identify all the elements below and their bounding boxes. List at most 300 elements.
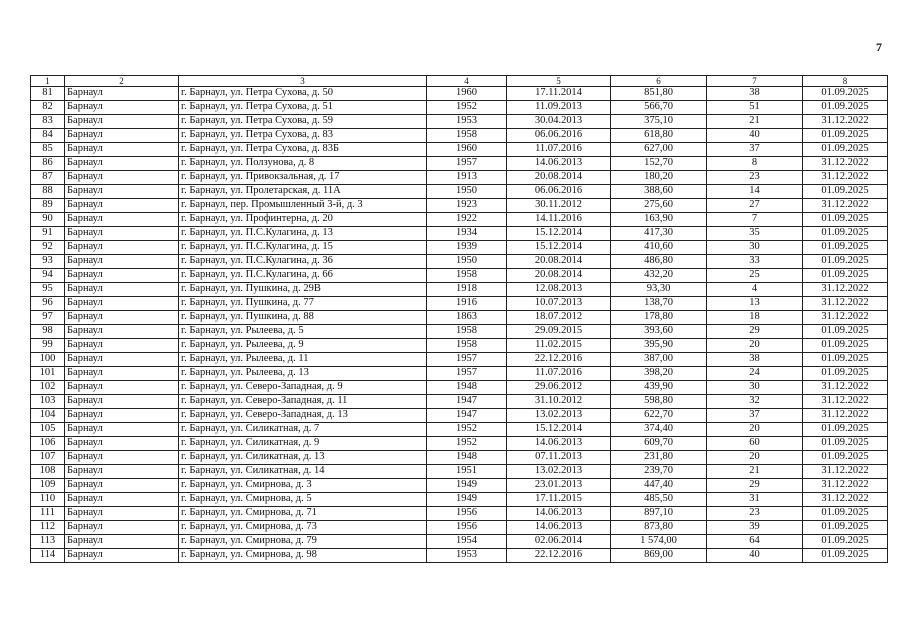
year-built-cell: 1939 [427, 241, 507, 255]
table-row [31, 465, 888, 479]
row-number-cell: 100 [31, 353, 65, 367]
address-cell: г. Барнаул, ул. П.С.Кулагина, д. 36 [179, 255, 427, 269]
area-cell: 163,90 [611, 213, 707, 227]
table-row [31, 423, 888, 437]
table-row [31, 395, 888, 409]
year-built-cell: 1918 [427, 283, 507, 297]
deadline-cell: 01.09.2025 [803, 535, 888, 549]
deadline-cell: 01.09.2025 [803, 353, 888, 367]
column-header: 7 [707, 76, 803, 87]
residents-cell: 64 [707, 535, 803, 549]
inspection-date-cell: 02.06.2014 [507, 535, 611, 549]
inspection-date-cell: 30.04.2013 [507, 115, 611, 129]
residents-cell: 39 [707, 521, 803, 535]
address-cell: г. Барнаул, ул. Пушкина, д. 88 [179, 311, 427, 325]
locality-cell: Барнаул [65, 311, 179, 325]
inspection-date-cell: 11.09.2013 [507, 101, 611, 115]
locality-cell: Барнаул [65, 325, 179, 339]
deadline-cell: 01.09.2025 [803, 423, 888, 437]
table-row [31, 157, 888, 171]
locality-cell: Барнаул [65, 437, 179, 451]
row-number-cell: 90 [31, 213, 65, 227]
address-cell: г. Барнаул, ул. Петра Сухова, д. 83Б [179, 143, 427, 157]
table-row [31, 297, 888, 311]
area-cell: 627,00 [611, 143, 707, 157]
column-header: 5 [507, 76, 611, 87]
year-built-cell: 1952 [427, 101, 507, 115]
year-built-cell: 1952 [427, 437, 507, 451]
deadline-cell: 01.09.2025 [803, 101, 888, 115]
locality-cell: Барнаул [65, 171, 179, 185]
column-header: 8 [803, 76, 888, 87]
deadline-cell: 01.09.2025 [803, 269, 888, 283]
address-cell: г. Барнаул, пер. Промышленный 3-й, д. 3 [179, 199, 427, 213]
table-row [31, 143, 888, 157]
row-number-cell: 87 [31, 171, 65, 185]
table-row [31, 115, 888, 129]
residents-cell: 40 [707, 129, 803, 143]
inspection-date-cell: 11.07.2016 [507, 367, 611, 381]
row-number-cell: 109 [31, 479, 65, 493]
year-built-cell: 1956 [427, 507, 507, 521]
locality-cell: Барнаул [65, 451, 179, 465]
table-row [31, 367, 888, 381]
year-built-cell: 1960 [427, 87, 507, 101]
residents-cell: 37 [707, 409, 803, 423]
address-cell: г. Барнаул, ул. Ползунова, д. 8 [179, 157, 427, 171]
row-number-cell: 112 [31, 521, 65, 535]
residents-cell: 18 [707, 311, 803, 325]
residents-cell: 38 [707, 87, 803, 101]
address-cell: г. Барнаул, ул. Смирнова, д. 3 [179, 479, 427, 493]
residents-cell: 30 [707, 381, 803, 395]
inspection-date-cell: 17.11.2015 [507, 493, 611, 507]
year-built-cell: 1958 [427, 129, 507, 143]
area-cell: 387,00 [611, 353, 707, 367]
deadline-cell: 01.09.2025 [803, 143, 888, 157]
year-built-cell: 1957 [427, 367, 507, 381]
inspection-date-cell: 13.02.2013 [507, 465, 611, 479]
deadline-cell: 31.12.2022 [803, 157, 888, 171]
row-number-cell: 99 [31, 339, 65, 353]
row-number-cell: 105 [31, 423, 65, 437]
inspection-date-cell: 14.06.2013 [507, 437, 611, 451]
inspection-date-cell: 20.08.2014 [507, 269, 611, 283]
year-built-cell: 1958 [427, 269, 507, 283]
deadline-cell: 01.09.2025 [803, 325, 888, 339]
residents-cell: 60 [707, 437, 803, 451]
residents-cell: 40 [707, 549, 803, 563]
table-row [31, 409, 888, 423]
column-header: 6 [611, 76, 707, 87]
residents-cell: 21 [707, 465, 803, 479]
year-built-cell: 1916 [427, 297, 507, 311]
year-built-cell: 1947 [427, 395, 507, 409]
area-cell: 231,80 [611, 451, 707, 465]
table-row [31, 451, 888, 465]
deadline-cell: 01.09.2025 [803, 185, 888, 199]
year-built-cell: 1949 [427, 493, 507, 507]
locality-cell: Барнаул [65, 423, 179, 437]
table-row [31, 325, 888, 339]
row-number-cell: 82 [31, 101, 65, 115]
inspection-date-cell: 11.07.2016 [507, 143, 611, 157]
area-cell: 180,20 [611, 171, 707, 185]
address-cell: г. Барнаул, ул. Рылеева, д. 5 [179, 325, 427, 339]
inspection-date-cell: 14.06.2013 [507, 507, 611, 521]
row-number-cell: 92 [31, 241, 65, 255]
deadline-cell: 31.12.2022 [803, 493, 888, 507]
deadline-cell: 31.12.2022 [803, 409, 888, 423]
area-cell: 152,70 [611, 157, 707, 171]
year-built-cell: 1922 [427, 213, 507, 227]
inspection-date-cell: 06.06.2016 [507, 129, 611, 143]
row-number-cell: 88 [31, 185, 65, 199]
inspection-date-cell: 22.12.2016 [507, 549, 611, 563]
year-built-cell: 1957 [427, 157, 507, 171]
area-cell: 897,10 [611, 507, 707, 521]
residents-cell: 51 [707, 101, 803, 115]
deadline-cell: 01.09.2025 [803, 339, 888, 353]
inspection-date-cell: 15.12.2014 [507, 241, 611, 255]
inspection-date-cell: 22.12.2016 [507, 353, 611, 367]
address-cell: г. Барнаул, ул. Силикатная, д. 13 [179, 451, 427, 465]
residents-cell: 25 [707, 269, 803, 283]
deadline-cell: 31.12.2022 [803, 171, 888, 185]
address-cell: г. Барнаул, ул. Северо-Западная, д. 9 [179, 381, 427, 395]
area-cell: 618,80 [611, 129, 707, 143]
inspection-date-cell: 06.06.2016 [507, 185, 611, 199]
address-cell: г. Барнаул, ул. Смирнова, д. 98 [179, 549, 427, 563]
inspection-date-cell: 14.06.2013 [507, 521, 611, 535]
locality-cell: Барнаул [65, 535, 179, 549]
area-cell: 388,60 [611, 185, 707, 199]
deadline-cell: 01.09.2025 [803, 451, 888, 465]
address-cell: г. Барнаул, ул. Пролетарская, д. 11А [179, 185, 427, 199]
table-row [31, 87, 888, 101]
deadline-cell: 01.09.2025 [803, 87, 888, 101]
locality-cell: Барнаул [65, 283, 179, 297]
locality-cell: Барнаул [65, 521, 179, 535]
table-row [31, 283, 888, 297]
column-header: 3 [179, 76, 427, 87]
area-cell: 239,70 [611, 465, 707, 479]
area-cell: 873,80 [611, 521, 707, 535]
table-row [31, 535, 888, 549]
residents-cell: 23 [707, 507, 803, 521]
table-row [31, 493, 888, 507]
inspection-date-cell: 15.12.2014 [507, 227, 611, 241]
table-row [31, 185, 888, 199]
area-cell: 410,60 [611, 241, 707, 255]
deadline-cell: 31.12.2022 [803, 395, 888, 409]
year-built-cell: 1953 [427, 549, 507, 563]
address-cell: г. Барнаул, ул. Петра Сухова, д. 51 [179, 101, 427, 115]
row-number-cell: 102 [31, 381, 65, 395]
residents-cell: 21 [707, 115, 803, 129]
table-row [31, 479, 888, 493]
locality-cell: Барнаул [65, 199, 179, 213]
table-row [31, 101, 888, 115]
table-row [31, 241, 888, 255]
locality-cell: Барнаул [65, 227, 179, 241]
row-number-cell: 95 [31, 283, 65, 297]
row-number-cell: 101 [31, 367, 65, 381]
locality-cell: Барнаул [65, 381, 179, 395]
residents-cell: 14 [707, 185, 803, 199]
deadline-cell: 01.09.2025 [803, 241, 888, 255]
area-cell: 566,70 [611, 101, 707, 115]
locality-cell: Барнаул [65, 255, 179, 269]
address-cell: г. Барнаул, ул. Рылеева, д. 13 [179, 367, 427, 381]
residents-cell: 30 [707, 241, 803, 255]
area-cell: 851,80 [611, 87, 707, 101]
deadline-cell: 01.09.2025 [803, 255, 888, 269]
area-cell: 447,40 [611, 479, 707, 493]
locality-cell: Барнаул [65, 129, 179, 143]
locality-cell: Барнаул [65, 157, 179, 171]
row-number-cell: 84 [31, 129, 65, 143]
deadline-cell: 01.09.2025 [803, 129, 888, 143]
area-cell: 485,50 [611, 493, 707, 507]
table-body [31, 87, 888, 563]
locality-cell: Барнаул [65, 549, 179, 563]
year-built-cell: 1950 [427, 255, 507, 269]
address-cell: г. Барнаул, ул. Северо-Западная, д. 11 [179, 395, 427, 409]
address-cell: г. Барнаул, ул. Привокзальная, д. 17 [179, 171, 427, 185]
address-cell: г. Барнаул, ул. Силикатная, д. 9 [179, 437, 427, 451]
year-built-cell: 1958 [427, 339, 507, 353]
locality-cell: Барнаул [65, 115, 179, 129]
residents-cell: 32 [707, 395, 803, 409]
table-row [31, 507, 888, 521]
locality-cell: Барнаул [65, 87, 179, 101]
row-number-cell: 86 [31, 157, 65, 171]
table-row [31, 353, 888, 367]
inspection-date-cell: 30.11.2012 [507, 199, 611, 213]
locality-cell: Барнаул [65, 339, 179, 353]
inspection-date-cell: 23.01.2013 [507, 479, 611, 493]
deadline-cell: 31.12.2022 [803, 465, 888, 479]
inspection-date-cell: 20.08.2014 [507, 255, 611, 269]
area-cell: 417,30 [611, 227, 707, 241]
residents-cell: 29 [707, 325, 803, 339]
column-header: 4 [427, 76, 507, 87]
table-row [31, 381, 888, 395]
inspection-date-cell: 14.06.2013 [507, 157, 611, 171]
table-row [31, 227, 888, 241]
row-number-cell: 113 [31, 535, 65, 549]
year-built-cell: 1950 [427, 185, 507, 199]
row-number-cell: 93 [31, 255, 65, 269]
address-cell: г. Барнаул, ул. Смирнова, д. 79 [179, 535, 427, 549]
row-number-cell: 94 [31, 269, 65, 283]
deadline-cell: 01.09.2025 [803, 521, 888, 535]
address-cell: г. Барнаул, ул. Смирнова, д. 73 [179, 521, 427, 535]
locality-cell: Барнаул [65, 185, 179, 199]
deadline-cell: 01.09.2025 [803, 213, 888, 227]
area-cell: 432,20 [611, 269, 707, 283]
year-built-cell: 1953 [427, 115, 507, 129]
deadline-cell: 31.12.2022 [803, 311, 888, 325]
inspection-date-cell: 29.06.2012 [507, 381, 611, 395]
inspection-date-cell: 14.11.2016 [507, 213, 611, 227]
table-row [31, 521, 888, 535]
inspection-date-cell: 17.11.2014 [507, 87, 611, 101]
row-number-cell: 106 [31, 437, 65, 451]
table-row [31, 199, 888, 213]
row-number-cell: 98 [31, 325, 65, 339]
row-number-cell: 104 [31, 409, 65, 423]
row-number-cell: 89 [31, 199, 65, 213]
inspection-date-cell: 11.02.2015 [507, 339, 611, 353]
inspection-date-cell: 12.08.2013 [507, 283, 611, 297]
locality-cell: Барнаул [65, 493, 179, 507]
address-cell: г. Барнаул, ул. Петра Сухова, д. 50 [179, 87, 427, 101]
housing-registry-table [30, 75, 888, 563]
page-number: 7 [876, 40, 882, 54]
table-row [31, 549, 888, 563]
area-cell: 869,00 [611, 549, 707, 563]
inspection-date-cell: 10.07.2013 [507, 297, 611, 311]
residents-cell: 7 [707, 213, 803, 227]
table-row [31, 213, 888, 227]
address-cell: г. Барнаул, ул. Петра Сухова, д. 83 [179, 129, 427, 143]
row-number-cell: 91 [31, 227, 65, 241]
area-cell: 486,80 [611, 255, 707, 269]
deadline-cell: 01.09.2025 [803, 367, 888, 381]
row-number-cell: 107 [31, 451, 65, 465]
address-cell: г. Барнаул, ул. Профинтерна, д. 20 [179, 213, 427, 227]
address-cell: г. Барнаул, ул. Силикатная, д. 7 [179, 423, 427, 437]
row-number-cell: 96 [31, 297, 65, 311]
year-built-cell: 1948 [427, 451, 507, 465]
column-header: 1 [31, 76, 65, 87]
column-header: 2 [65, 76, 179, 87]
year-built-cell: 1913 [427, 171, 507, 185]
area-cell: 393,60 [611, 325, 707, 339]
locality-cell: Барнаул [65, 465, 179, 479]
row-number-cell: 111 [31, 507, 65, 521]
area-cell: 609,70 [611, 437, 707, 451]
address-cell: г. Барнаул, ул. Рылеева, д. 9 [179, 339, 427, 353]
area-cell: 374,40 [611, 423, 707, 437]
address-cell: г. Барнаул, ул. Северо-Западная, д. 13 [179, 409, 427, 423]
residents-cell: 20 [707, 339, 803, 353]
area-cell: 395,90 [611, 339, 707, 353]
table-row [31, 171, 888, 185]
locality-cell: Барнаул [65, 395, 179, 409]
residents-cell: 37 [707, 143, 803, 157]
address-cell: г. Барнаул, ул. Пушкина, д. 77 [179, 297, 427, 311]
year-built-cell: 1934 [427, 227, 507, 241]
locality-cell: Барнаул [65, 241, 179, 255]
year-built-cell: 1954 [427, 535, 507, 549]
locality-cell: Барнаул [65, 101, 179, 115]
row-number-cell: 103 [31, 395, 65, 409]
locality-cell: Барнаул [65, 507, 179, 521]
row-number-cell: 97 [31, 311, 65, 325]
year-built-cell: 1923 [427, 199, 507, 213]
area-cell: 138,70 [611, 297, 707, 311]
year-built-cell: 1947 [427, 409, 507, 423]
residents-cell: 4 [707, 283, 803, 297]
table-row [31, 311, 888, 325]
residents-cell: 27 [707, 199, 803, 213]
locality-cell: Барнаул [65, 143, 179, 157]
residents-cell: 31 [707, 493, 803, 507]
locality-cell: Барнаул [65, 479, 179, 493]
residents-cell: 8 [707, 157, 803, 171]
address-cell: г. Барнаул, ул. Рылеева, д. 11 [179, 353, 427, 367]
year-built-cell: 1863 [427, 311, 507, 325]
table-row [31, 269, 888, 283]
table-row [31, 255, 888, 269]
deadline-cell: 31.12.2022 [803, 199, 888, 213]
deadline-cell: 31.12.2022 [803, 381, 888, 395]
inspection-date-cell: 29.09.2015 [507, 325, 611, 339]
address-cell: г. Барнаул, ул. Смирнова, д. 71 [179, 507, 427, 521]
deadline-cell: 31.12.2022 [803, 283, 888, 297]
area-cell: 398,20 [611, 367, 707, 381]
residents-cell: 13 [707, 297, 803, 311]
table-row [31, 339, 888, 353]
residents-cell: 38 [707, 353, 803, 367]
address-cell: г. Барнаул, ул. Петра Сухова, д. 59 [179, 115, 427, 129]
inspection-date-cell: 20.08.2014 [507, 171, 611, 185]
deadline-cell: 31.12.2022 [803, 115, 888, 129]
year-built-cell: 1952 [427, 423, 507, 437]
address-cell: г. Барнаул, ул. Пушкина, д. 29В [179, 283, 427, 297]
row-number-cell: 110 [31, 493, 65, 507]
inspection-date-cell: 13.02.2013 [507, 409, 611, 423]
inspection-date-cell: 18.07.2012 [507, 311, 611, 325]
area-cell: 275,60 [611, 199, 707, 213]
row-number-cell: 83 [31, 115, 65, 129]
inspection-date-cell: 07.11.2013 [507, 451, 611, 465]
locality-cell: Барнаул [65, 409, 179, 423]
address-cell: г. Барнаул, ул. П.С.Кулагина, д. 66 [179, 269, 427, 283]
deadline-cell: 31.12.2022 [803, 479, 888, 493]
table-row [31, 129, 888, 143]
table-row [31, 437, 888, 451]
residents-cell: 33 [707, 255, 803, 269]
inspection-date-cell: 15.12.2014 [507, 423, 611, 437]
locality-cell: Барнаул [65, 213, 179, 227]
residents-cell: 29 [707, 479, 803, 493]
area-cell: 598,80 [611, 395, 707, 409]
residents-cell: 20 [707, 423, 803, 437]
area-cell: 1 574,00 [611, 535, 707, 549]
residents-cell: 20 [707, 451, 803, 465]
address-cell: г. Барнаул, ул. Силикатная, д. 14 [179, 465, 427, 479]
year-built-cell: 1949 [427, 479, 507, 493]
locality-cell: Барнаул [65, 353, 179, 367]
deadline-cell: 01.09.2025 [803, 437, 888, 451]
year-built-cell: 1956 [427, 521, 507, 535]
year-built-cell: 1958 [427, 325, 507, 339]
area-cell: 178,80 [611, 311, 707, 325]
year-built-cell: 1957 [427, 353, 507, 367]
row-number-cell: 81 [31, 87, 65, 101]
area-cell: 439,90 [611, 381, 707, 395]
area-cell: 93,30 [611, 283, 707, 297]
year-built-cell: 1960 [427, 143, 507, 157]
locality-cell: Барнаул [65, 367, 179, 381]
row-number-cell: 85 [31, 143, 65, 157]
deadline-cell: 01.09.2025 [803, 549, 888, 563]
deadline-cell: 31.12.2022 [803, 297, 888, 311]
